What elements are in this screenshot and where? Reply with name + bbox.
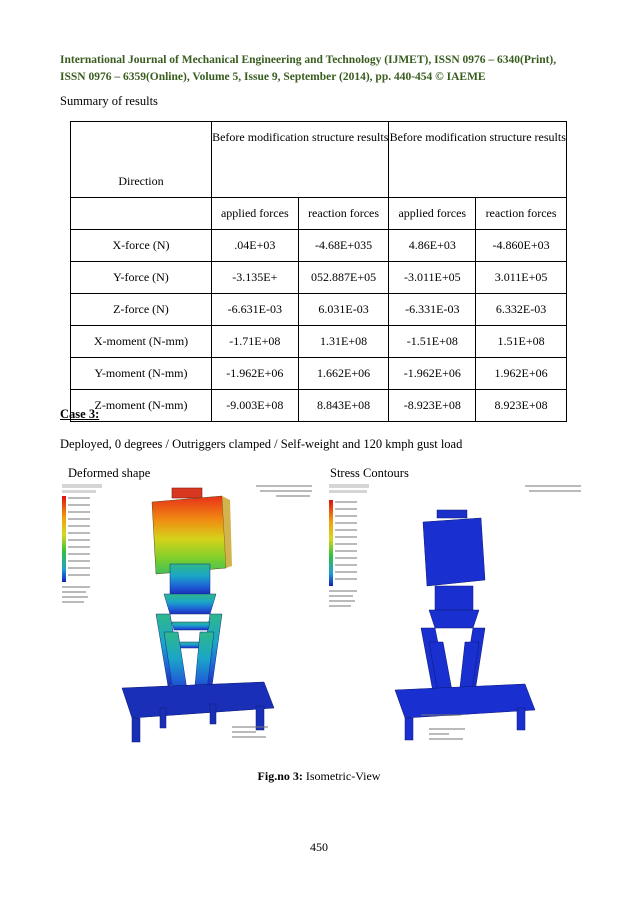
group-header-2: Before modification structure results [389,122,567,198]
table-cell: 1.662E+06 [298,358,389,390]
figure-caption-text: Isometric-View [302,769,381,783]
case-heading: Case 3: [60,407,100,421]
direction-header: Direction [71,122,212,198]
table-cell: -3.135E+ [212,262,299,294]
table-row [71,358,567,390]
journal-header [60,52,590,86]
subheader-cell: reaction forces [298,198,389,230]
table-cell: -4.68E+035 [298,230,389,262]
deformed-shape-image [60,482,322,754]
model-info-text [256,485,312,497]
table-cell: 052.887E+05 [298,262,389,294]
page-number: 450 [310,840,328,854]
table-cell: 8.923E+08 [476,390,567,422]
panel [423,518,485,586]
status-text [232,726,268,738]
table-cell: -1.962E+06 [212,358,299,390]
table-cell: 8.843E+08 [298,390,389,422]
table-cell: -8.923E+08 [389,390,476,422]
status-text [421,714,465,740]
empty-cell [71,198,212,230]
row-label: Y-force (N) [71,262,212,294]
row-label: Z-force (N) [71,294,212,326]
table-cell: -1.71E+08 [212,326,299,358]
table-row [71,390,567,422]
figure-caption [0,769,638,784]
table-row [71,326,567,358]
summary-title: Summary of results [60,94,158,108]
deformed-shape-label: Deformed shape [68,466,151,480]
table-cell: 1.31E+08 [298,326,389,358]
table-cell: .04E+03 [212,230,299,262]
table-header-row [71,122,567,198]
model-info-text [525,485,581,492]
table-cell: 3.011E+05 [476,262,567,294]
mast-frame [421,586,485,698]
table-cell: -4.860E+03 [476,230,567,262]
stress-contours-label: Stress Contours [330,466,409,480]
group-header-1: Before modification structure results [212,122,389,198]
table-cell: 4.86E+03 [389,230,476,262]
deformed-panel [152,496,226,574]
mast-frame [156,564,222,698]
top-sign [172,488,202,498]
table-cell: 1.962E+06 [476,358,567,390]
table-cell: -6.631E-03 [212,294,299,326]
table-row [71,262,567,294]
subheader-cell: reaction forces [476,198,567,230]
contour-legend [329,484,369,607]
top-sign [437,510,467,518]
subheader-row [71,198,567,230]
row-label: Z-moment (N-mm) [71,390,212,422]
subheader-cell: applied forces [212,198,299,230]
case-description: Deployed, 0 degrees / Outriggers clamped / Self-weight and 120 kmph gust load [60,437,463,451]
stress-contours-image [325,482,587,754]
contour-legend [62,484,102,603]
table-cell: -3.011E+05 [389,262,476,294]
row-label: Y-moment (N-mm) [71,358,212,390]
table-cell: -1.962E+06 [389,358,476,390]
table-row [71,230,567,262]
results-table [70,121,567,422]
table-cell: 6.031E-03 [298,294,389,326]
table-cell: -6.331E-03 [389,294,476,326]
table-cell: 1.51E+08 [476,326,567,358]
base-frame [395,684,535,740]
table-row [71,294,567,326]
row-label: X-moment (N-mm) [71,326,212,358]
figure-caption-label: Fig.no 3: [257,769,303,783]
row-label: X-force (N) [71,230,212,262]
header-line-1: International Journal of Mechanical Engineering and Technology (IJMET), ISSN 0976 – 6340(Print), [60,54,557,66]
header-line-2: ISSN 0976 – 6359(Online), Volume 5, Issue 9, September (2014), pp. 440-454 © IAEME [60,71,486,83]
subheader-cell: applied forces [389,198,476,230]
table-cell: -1.51E+08 [389,326,476,358]
table-cell: -9.003E+08 [212,390,299,422]
table-cell: 6.332E-03 [476,294,567,326]
